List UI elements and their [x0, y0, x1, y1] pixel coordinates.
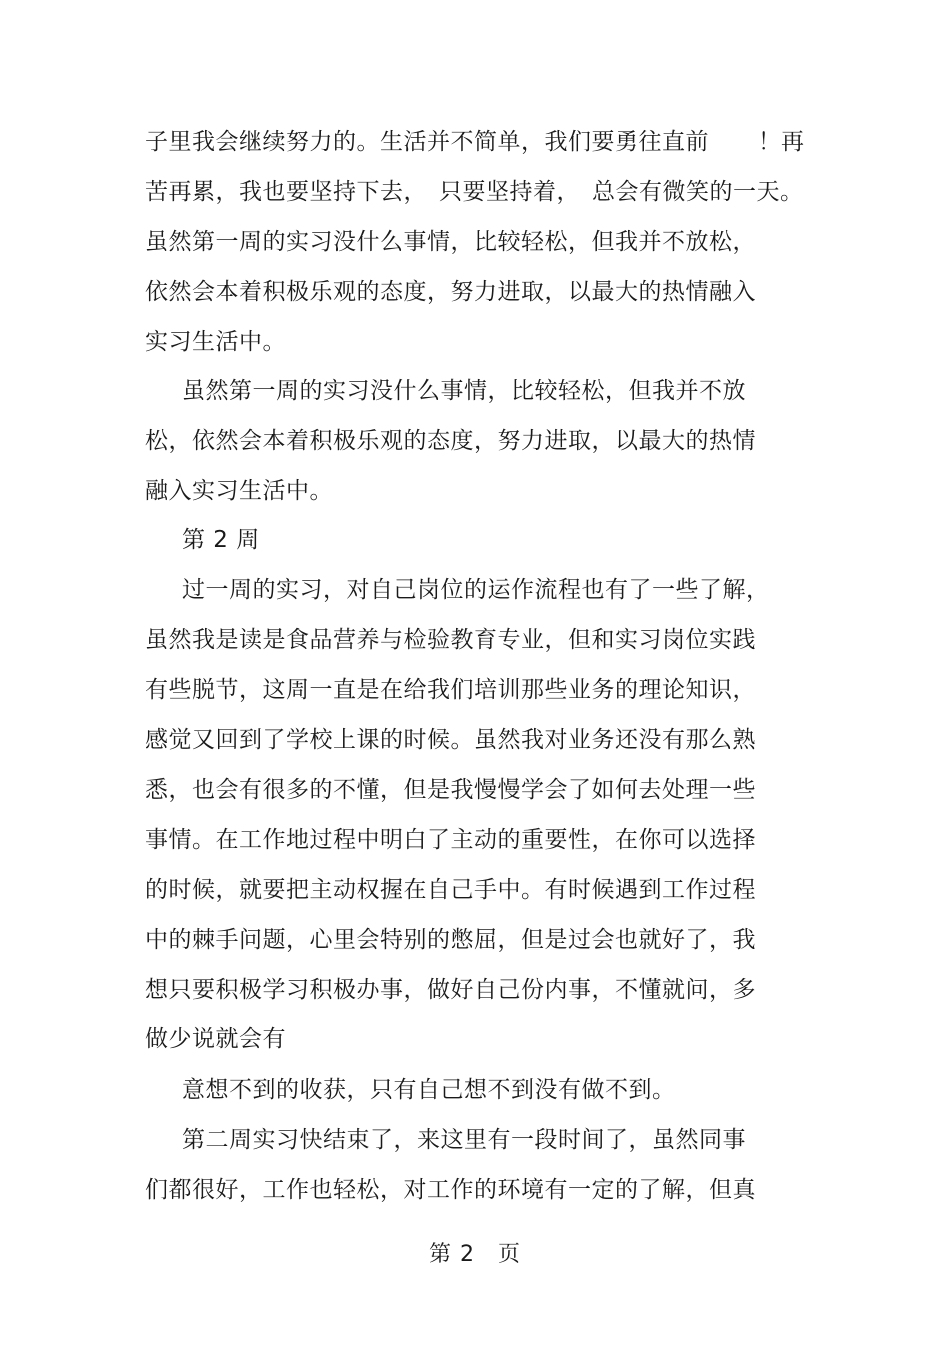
text-line-tail: ！再	[758, 129, 804, 155]
text-line: 做少说就会有	[145, 1026, 286, 1052]
text-line: 第二周实习快结束了，来这里有一段时间了，虽然同事	[182, 1127, 746, 1153]
text-line: 松，依然会本着积极乐观的态度，努力进取，以最大的热情	[145, 428, 756, 454]
text-line: 们都很好，工作也轻松，对工作的环境有一定的了解，但真	[145, 1177, 756, 1203]
text-line: 的时候，就要把主动权握在自己手中。有时候遇到工作过程	[145, 877, 756, 903]
text-line: 感觉又回到了学校上课的时候。虽然我对业务还没有那么熟	[145, 727, 756, 753]
section-heading: 第 2 周	[182, 527, 260, 553]
text-line: 虽然我是读是食品营养与检验教育专业，但和实习岗位实践	[145, 627, 756, 653]
text-line: 虽然第一周的实习没什么事情，比较轻松，但我并不放松，	[145, 229, 756, 255]
text-line: 苦再累，我也要坚持下去， 只要坚持着， 总会有微笑的一天。	[145, 179, 804, 205]
text-line: 虽然第一周的实习没什么事情，比较轻松，但我并不放	[182, 378, 746, 404]
text-line: 实习生活中。	[145, 329, 286, 355]
text-line: 子里我会继续努力的。生活并不简单，我们要勇往直前	[145, 129, 709, 155]
text-line: 意想不到的收获，只有自己想不到没有做不到。	[182, 1077, 676, 1103]
text-line: 想只要积极学习积极办事，做好自己份内事，不懂就问，多	[145, 977, 756, 1003]
text-line: 依然会本着积极乐观的态度，努力进取，以最大的热情融入	[145, 279, 756, 305]
text-line: 有些脱节，这周一直是在给我们培训那些业务的理论知识，	[145, 677, 756, 703]
text-line: 中的棘手问题，心里会特别的憋屈，但是过会也就好了，我	[145, 927, 756, 953]
text-line: 融入实习生活中。	[145, 478, 333, 504]
text-line: 悉，也会有很多的不懂，但是我慢慢学会了如何去处理一些	[145, 777, 756, 803]
text-line: 事情。在工作地过程中明白了主动的重要性，在你可以选择	[145, 827, 756, 853]
text-line: 过一周的实习，对自己岗位的运作流程也有了一些了解，	[182, 577, 770, 603]
page-number: 第 2 页	[429, 1242, 521, 1267]
